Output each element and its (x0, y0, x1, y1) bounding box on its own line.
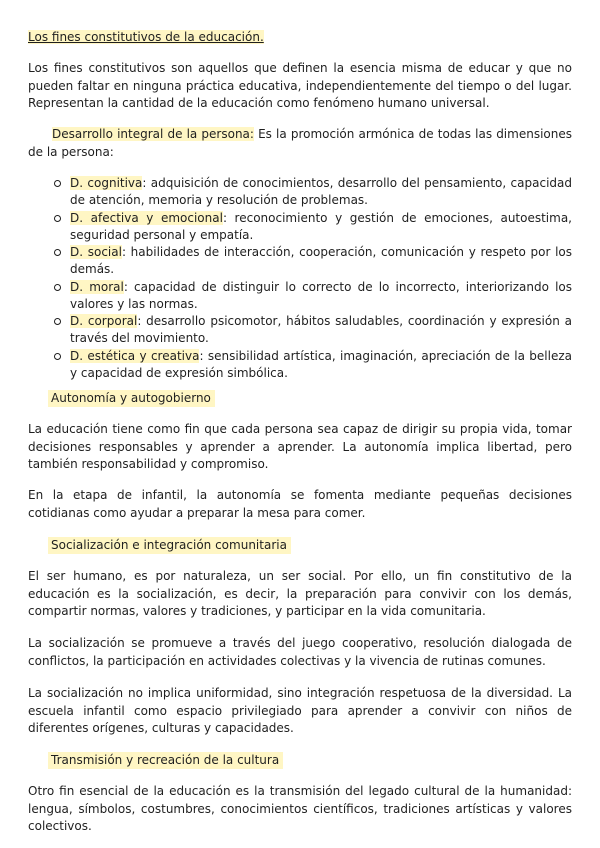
list-item: D. moral: capacidad de distinguir lo correcto de lo incorrecto, interiorizando los valores y las normas. (70, 279, 572, 311)
socializacion-paragraph-3: La socialización no implica uniformidad, sino integración respetuosa de la diversidad. La escuela infantil como espacio privilegiado para aprender a convivir con niños de diferentes orígenes, culturas y capacidades. (28, 686, 572, 735)
list-item: D. social: habilidades de interacción, cooperación, comunicación y respeto por los demás. (70, 245, 572, 277)
dimensions-list (70, 175, 572, 383)
list-item: D. corporal: desarrollo psicomotor, hábitos saludables, coordinación y expresión a través del movimiento. (70, 314, 572, 346)
intro-paragraph: Los fines constitutivos son aquellos que definen la esencia misma de educar y que no pueden faltar en ninguna práctica educativa, independientemente del tiempo o del lugar. Representan la cantidad de la educación como fenómeno humano universal. (28, 61, 572, 110)
dimension-label: D. estética y creativa (70, 348, 200, 363)
transmision-paragraph-1: Otro fin esencial de la educación es la transmisión del legado cultural de la humanidad: lengua, símbolos, costumbres, conocimientos científicos, tradiciones artísticas y valores colectivos. (28, 784, 572, 833)
dimension-label: D. social (70, 245, 122, 260)
list-item: D. estética y creativa: sensibilidad artística, imaginación, apreciación de la belleza y capacidad de expresión simbólica. (70, 348, 572, 380)
desarrollo-label: Desarrollo integral de la persona: (52, 127, 254, 141)
dimension-label: D. corporal (70, 314, 138, 329)
document-title: Los fines constitutivos de la educación. (28, 30, 264, 44)
section-heading-autonomia: Autonomía y autogobierno (48, 390, 215, 407)
desarrollo-paragraph (28, 126, 572, 161)
document-title-line (28, 29, 572, 47)
section-heading-transmision: Transmisión y recreación de la cultura (48, 752, 283, 769)
socializacion-paragraph-1: El ser humano, es por naturaleza, un ser social. Por ello, un fin constitutivo de la educación es la socialización, es decir, la preparación para convivir con los demás, compartir normas, valores y tradiciones, y participar en la vida comunitaria. (28, 569, 572, 618)
autonomia-paragraph-1: La educación tiene como fin que cada persona sea capaz de dirigir su propia vida, tomar decisiones responsables y aprender a aprender. La autonomía implica libertad, pero también responsabilidad y compromiso. (28, 422, 572, 471)
dimension-label: D. cognitiva (70, 176, 143, 190)
autonomia-paragraph-2: En la etapa de infantil, la autonomía se fomenta mediante pequeñas decisiones cotidianas como ayudar a preparar la mesa para comer. (28, 488, 572, 520)
section-heading-socializacion: Socialización e integración comunitaria (48, 537, 291, 554)
dimension-label: D. afectiva y emocional (70, 210, 223, 225)
desarrollo-text: Es la promoción armónica de todas las dimensiones de la persona: (28, 127, 572, 159)
socializacion-paragraph-2: La socialización se promueve a través del juego cooperativo, resolución dialogada de conflictos, la participación en actividades colectivas y la vivencia de rutinas comunes. (28, 636, 572, 668)
list-item: D. cognitiva: adquisición de conocimientos, desarrollo del pensamiento, capacidad de atención, memoria y resolución de problemas. (70, 176, 572, 207)
dimension-label: D. moral (70, 279, 124, 294)
list-item: D. afectiva y emocional: reconocimiento y gestión de emociones, autoestima, seguridad personal y empatía. (70, 210, 572, 242)
